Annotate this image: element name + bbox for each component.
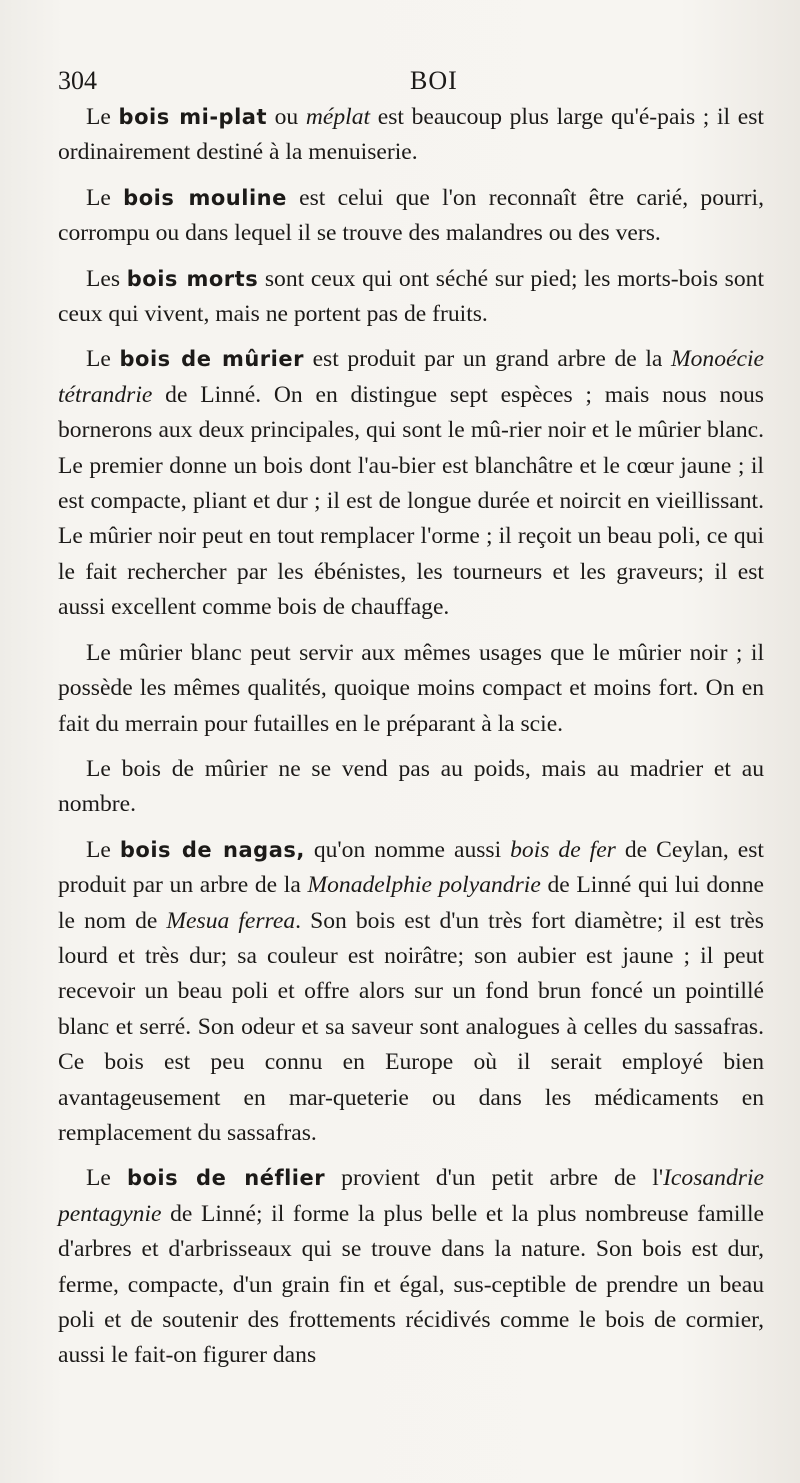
paragraph-text: de Linné; il forme la plus belle et la plus nombreuse famille d'arbres et d'arbrisseaux qui se trouve dans la nature. Son bois est dur, ferme, compacte, d'un grain fin et égal, sus-ceptible de prendre un beau poli et de soutenir des frottements récidivés comme le bois de cormier, aussi le fait-on figurer dans [58, 1200, 764, 1369]
running-head: BOI [410, 66, 458, 95]
paragraph-text: . Son bois est d'un très fort diamètre; il est très lourd et très dur; sa couleur est noirâtre; son aubier est jaune ; il peut recevoir un beau poli et offre alors sur un fond brun foncé un pointillé blanc et serré. Son odeur et sa saveur sont analogues à celles du sassafras. Ce bois est peu connu en Europe où il serait employé bien avantageusement en mar-queterie ou dans les médicaments en remplacement du sassafras. [58, 907, 764, 1146]
italic-text: Monadelphie polyandrie [307, 872, 541, 899]
entry-term: bois morts [126, 266, 259, 291]
paragraph [58, 636, 764, 742]
paragraph-text: ou [266, 104, 306, 130]
italic-text: Mesua ferrea [166, 907, 296, 934]
page-number: 304 [58, 66, 97, 95]
body-text [58, 100, 764, 1384]
paragraph [58, 181, 764, 252]
paragraph-text: qu'on nomme aussi [304, 836, 511, 863]
paragraph-lead: Les [86, 265, 127, 292]
paragraph [58, 100, 764, 171]
entry-term: bois de mûrier [119, 347, 304, 372]
paragraph [58, 1161, 764, 1373]
paragraph-text: est celui que l'on reconnaît être carié, pourri, corrompu ou dans lequel il se trouve des malandres ou des vers. [58, 184, 764, 247]
entry-term: bois mi-plat [118, 105, 267, 129]
paragraph [58, 262, 764, 333]
italic-text: méplat [305, 104, 371, 130]
paragraph-text: Le bois de mûrier ne se vend pas au poids, mais au madrier et au nombre. [58, 755, 764, 818]
entry-term: bois de néflier [126, 1166, 326, 1191]
paragraph-text: sont ceux qui ont séché sur pied; les morts-bois sont ceux qui vivent, mais ne portent pas de fruits. [58, 265, 765, 328]
paragraph [58, 342, 764, 625]
paragraph [58, 752, 764, 823]
paragraph-text: de Linné. On en distingue sept espèces ; mais nous nous bornerons aux deux principales, qui sont le mû-rier noir et le mûrier blanc. Le premier donne un bois dont l'au-bier est blanchâtre et le cœur jaune ; il est compacte, pliant et dur ; il est de longue durée et noircit en vieillissant. Le mûrier noir peut en tout remplacer l'orme ; il reçoit un beau poli, ce qui le fait rechercher par les ébénistes, les tourneurs et les graveurs; il est aussi excellent comme bois de chauffage. [58, 381, 764, 621]
page-header [58, 66, 758, 96]
paragraph-text: de Linné qui lui donne le nom de [58, 872, 765, 934]
italic-text: Monoécie tétrandrie [58, 346, 764, 408]
paragraph-lead: Le [86, 184, 124, 211]
entry-term: bois de nagas, [119, 837, 305, 862]
paragraph-text: est produit par un grand arbre de la [303, 346, 671, 373]
paragraph-lead: Le [86, 346, 120, 373]
entry-term: bois mouline [123, 185, 287, 210]
paragraph-text: est beaucoup plus large qu'é-pais ; il est ordinairement destiné à la menuiserie. [58, 104, 764, 166]
italic-text: bois de fer [510, 836, 616, 863]
paragraph-text: de Ceylan, est produit par un arbre de la [58, 836, 764, 899]
paragraph-lead: Le [86, 104, 119, 130]
italic-text: Icosandrie pentagynie [58, 1165, 764, 1227]
paragraph-text: Le mûrier blanc peut servir aux mêmes usages que le mûrier noir ; il possède les mêmes qualités, quoique moins compact et moins fort. On en fait du merrain pour futailles en le préparant à la scie. [58, 639, 764, 737]
paragraph-lead: Le [86, 836, 120, 863]
paragraph [58, 833, 764, 1152]
paragraph-lead: Le [86, 1165, 127, 1192]
paragraph-text: provient d'un petit arbre de l' [325, 1165, 664, 1192]
